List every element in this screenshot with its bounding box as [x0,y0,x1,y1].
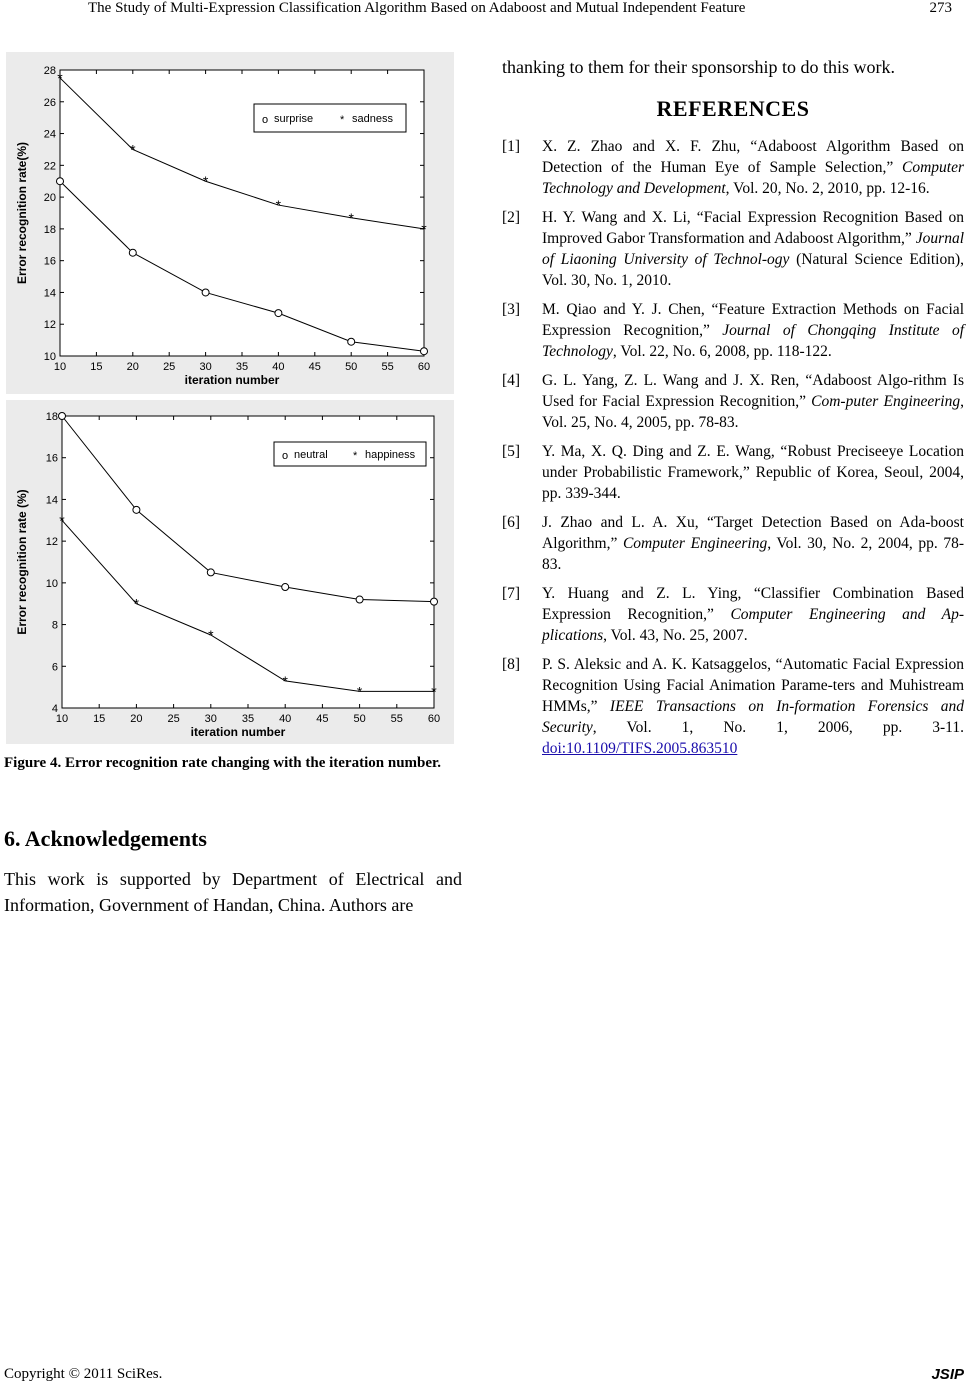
reference-venue: Computer Engineering [622,535,768,552]
data-point-surprise [129,249,136,256]
y-tick-label: 8 [51,619,58,632]
reference-item [502,512,964,575]
y-axis-label: Error recognition rate(%) [15,141,29,285]
reference-number: [4] [502,372,521,389]
y-tick-label: 6 [51,661,58,674]
figure-caption: Figure 4. Error recognition rate changing with the iteration number. [4,755,442,771]
x-tick-label: 20 [130,713,143,725]
copyright: Copyright © 2011 SciRes. [4,1366,163,1382]
reference-text: Y. Ma, X. Q. Ding and Z. E. Wang, “Robust Preciseeye Location under Probabilistic Framework,” Republic of Korea, Seoul, 2004, pp. 339-344. [542,443,964,502]
data-point-sadness: * [202,173,209,190]
reference-venue: Journal of Chongqing Institute of Technology [542,322,964,360]
x-tick-label: 55 [381,361,394,373]
data-point-happiness: * [133,595,140,612]
reference-item [502,654,964,759]
x-tick-label: 60 [417,361,431,373]
reference-number: [3] [502,301,521,318]
data-point-sadness: * [348,209,354,226]
legend-label-neutral: neutral [294,449,328,461]
legend-symbol-neutral: o [282,450,289,462]
running-header [80,0,960,22]
reference-text: X. Z. Zhao and X. F. Zhu, “Adaboost Algorithm Based on Detection of the Human Eye of Sample Selection,” [542,138,964,176]
reference-details: (Natural Science Edition), Vol. 30, No. 1, 2010. [542,251,965,289]
reference-details: , Vol. 43, No. 25, 2007. [603,627,748,644]
reference-item [502,583,964,646]
x-tick-label: 10 [55,713,69,725]
x-tick-label: 45 [308,361,321,373]
y-tick-label: 4 [51,703,58,715]
reference-number: [7] [502,585,521,602]
legend-symbol-happiness: * [353,450,358,462]
data-point-neutral [59,413,66,420]
reference-number: [6] [502,514,521,531]
data-point-surprise [202,289,209,296]
data-point-sadness: * [421,220,427,237]
journal-abbrev: JSIP [931,1366,964,1383]
y-tick-label: 14 [45,494,58,507]
data-point-sadness: * [275,197,282,214]
data-point-surprise [57,178,64,185]
y-tick-label: 18 [45,411,58,423]
reference-venue: Computer Engineering and Ap-plications [542,606,964,644]
page-number: 273 [929,0,952,16]
x-tick-label: 15 [93,713,106,725]
y-tick-label: 28 [43,65,56,77]
y-tick-label: 12 [45,536,58,549]
y-tick-label: 16 [43,255,56,268]
data-point-neutral [356,596,363,603]
chart-neutral-happiness [6,400,454,744]
y-tick-label: 10 [45,577,58,590]
reference-venue: Com-puter Engineering [811,393,961,410]
reference-item [502,299,964,362]
reference-number: [8] [502,656,521,673]
data-point-surprise [275,310,282,317]
y-tick-label: 10 [43,351,56,363]
reference-details: , Vol. 20, No. 2, 2010, pp. 12-16. [725,180,930,197]
x-tick-label: 55 [390,713,403,725]
reference-details: , Vol. 25, No. 4, 2005, pp. 78-83. [542,393,964,431]
reference-number: [5] [502,443,521,460]
reference-item [502,370,964,433]
x-tick-label: 40 [272,361,285,373]
x-tick-label: 50 [353,713,366,725]
y-tick-label: 20 [43,192,56,205]
legend-symbol-surprise: o [262,114,269,126]
reference-text: Y. Huang and Z. L. Ying, “Classifier Combination Based Expression Recognition,” [542,585,964,623]
legend-label-happiness: happiness [365,449,416,461]
y-tick-label: 24 [43,128,56,141]
x-tick-label: 40 [279,713,292,725]
x-tick-label: 45 [316,713,329,725]
x-axis-label: iteration number [190,725,286,739]
chart-svg-1 [6,52,454,394]
reference-text: P. S. Aleksic and A. K. Katsaggelos, “Automatic Facial Expression Recognition Using Facial Animation Parame-ters and Muhistream HMMs,” [542,656,964,715]
data-point-neutral [431,598,438,605]
x-tick-label: 10 [53,361,67,373]
reference-venue: IEEE Transactions on In-formation Forensics and Security [542,698,964,736]
continuation-text: thanking to them for their sponsorship to do this work. [502,57,895,77]
reference-number: [1] [502,138,521,155]
x-tick-label: 25 [167,713,180,725]
y-tick-label: 22 [43,160,56,173]
y-tick-label: 16 [45,452,58,465]
reference-text: J. Zhao and L. A. Xu, “Target Detection Based on Ada-boost Algorithm,” [542,514,964,552]
reference-text: G. L. Yang, Z. L. Wang and J. X. Ren, “Adaboost Algo-rithm Is Used for Facial Expression Recognition,” [542,372,964,410]
y-tick-label: 26 [43,96,56,109]
data-point-surprise [421,348,428,355]
y-tick-label: 12 [43,319,56,332]
data-point-neutral [282,584,289,591]
data-point-happiness: * [431,683,437,700]
x-tick-label: 35 [241,713,255,725]
data-point-neutral [207,569,214,576]
acknowledgements-heading: 6. Acknowledgements [4,826,207,851]
x-tick-label: 35 [235,361,249,373]
data-point-sadness: * [57,69,63,86]
reference-number: [2] [502,209,521,226]
references-list [502,136,964,767]
x-tick-label: 25 [163,361,176,373]
reference-item [502,441,964,504]
reference-details: , Vol. 22, No. 6, 2008, pp. 118-122. [612,343,832,360]
data-point-sadness: * [130,141,136,158]
data-point-neutral [133,506,140,513]
x-axis-label: iteration number [184,373,280,387]
x-tick-label: 50 [345,361,358,373]
chart-surprise-sadness [6,52,454,394]
data-point-happiness: * [282,672,288,689]
x-tick-label: 30 [204,713,217,725]
reference-details: , Vol. 1, No. 1, 2006, pp. 3-11. [592,719,964,736]
y-tick-label: 18 [43,223,56,236]
data-point-happiness: * [208,627,214,643]
references-title: REFERENCES [656,96,810,121]
reference-item [502,136,964,199]
y-axis-label: Error recognition rate (%) [15,489,29,635]
reference-details: , Vol. 30, No. 2, 2004, pp. 78-83. [542,535,965,573]
x-tick-label: 60 [427,713,441,725]
x-tick-label: 30 [199,361,212,373]
chart-svg-2 [6,400,454,744]
x-tick-label: 15 [90,361,103,373]
data-point-surprise [348,338,355,345]
legend-label-sadness: sadness [352,113,393,125]
reference-text: H. Y. Wang and X. Li, “Facial Expression Recognition Based on Improved Gabor Transformation and Adaboost Algorithm,” [542,209,964,247]
reference-doi-link[interactable]: doi:10.1109/TIFS.2005.863510 [542,740,738,757]
data-point-happiness: * [356,683,363,700]
reference-text: M. Qiao and Y. J. Chen, “Feature Extraction Methods on Facial Expression Recognition,” [542,301,964,339]
legend-label-surprise: surprise [274,113,314,125]
data-point-happiness: * [59,512,65,529]
y-tick-label: 14 [43,287,56,300]
x-tick-label: 20 [126,361,139,373]
legend-symbol-sadness: * [340,114,345,126]
reference-item [502,207,964,291]
header-title: The Study of Multi-Expression Classification Algorithm Based on Adaboost and Mutual Independent Feature [88,0,746,16]
reference-venue: Journal of Liaoning University of Technol-ogy [542,230,964,268]
reference-venue: Computer Technology and Development [542,159,964,197]
acknowledgements-text: This work is supported by Department of Electrical and Information, Government of Handan, China. Authors are [4,869,462,915]
